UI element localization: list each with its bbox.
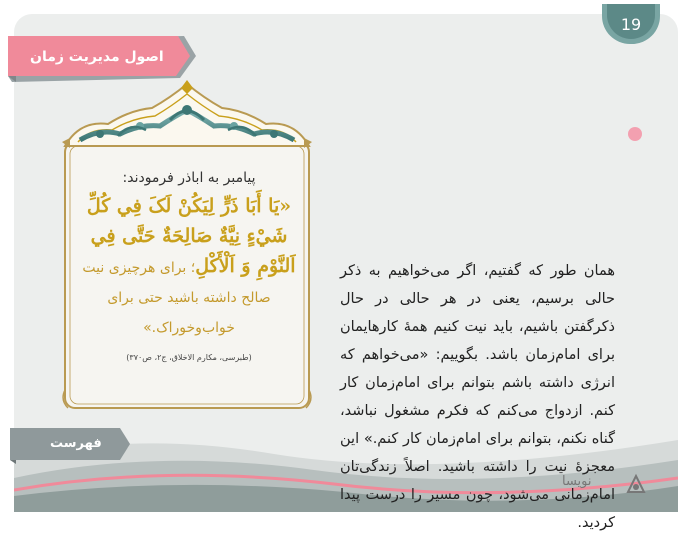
decorative-dot	[628, 127, 642, 141]
publisher-logo-icon	[624, 472, 648, 496]
hadith-intro: پیامبر به اباذر فرمودند:	[122, 170, 256, 186]
body-paragraph: همان طور که گفتیم، اگر می‌خواهیم به ذکر حالی برسیم، یعنی در هر حالی در حال ذکرگفتن باشیم، باید نیت کنیم همهٔ کارهایمان برای امام‌زمان باشد. بگوییم: «می‌خواهم که انرژی داشته باشم بتوانم برای امام‌زمان کار کنم. ازدواج می‌کنم که فکرم مشغول نباشد، گناه نکنم، بتوانم برای امام‌زمان کار کنم.» این معجزهٔ نیت را داشته باشید. اصلاً زندگی‌تان امام‌زمانی می‌شود، چون مسیر را درست پیدا کردید.	[340, 263, 615, 531]
title-ribbon	[8, 36, 198, 84]
hadith-translation: ؛ برای هرچیزی نیت صالح داشته باشید حتی برای خواب‌وخوراک.»	[82, 260, 271, 336]
publisher-name: نویسا	[562, 474, 592, 489]
hadith-text	[78, 192, 300, 343]
hadith-source: (طبرسی، مکارم الاخلاق، ج۲، ص۳۷۰)	[126, 353, 252, 362]
hadith-arabic: «یَا أَبَا ذَرٍّ لِیَکُنْ لَکَ فِي کُلِّ شَيْءٍ نِیَّةٌ صَالِحَةٌ حَتَّی فِي اَلنَّوْمِ وَ اَلْأَکْلِ	[86, 195, 296, 277]
hadith-block	[78, 170, 300, 362]
page-number: 19	[607, 4, 655, 39]
section-title: اصول مدیریت زمان	[30, 49, 164, 65]
publisher-logo	[560, 470, 650, 500]
toc-label: فهرست	[50, 436, 102, 451]
toc-button[interactable]	[10, 428, 132, 464]
